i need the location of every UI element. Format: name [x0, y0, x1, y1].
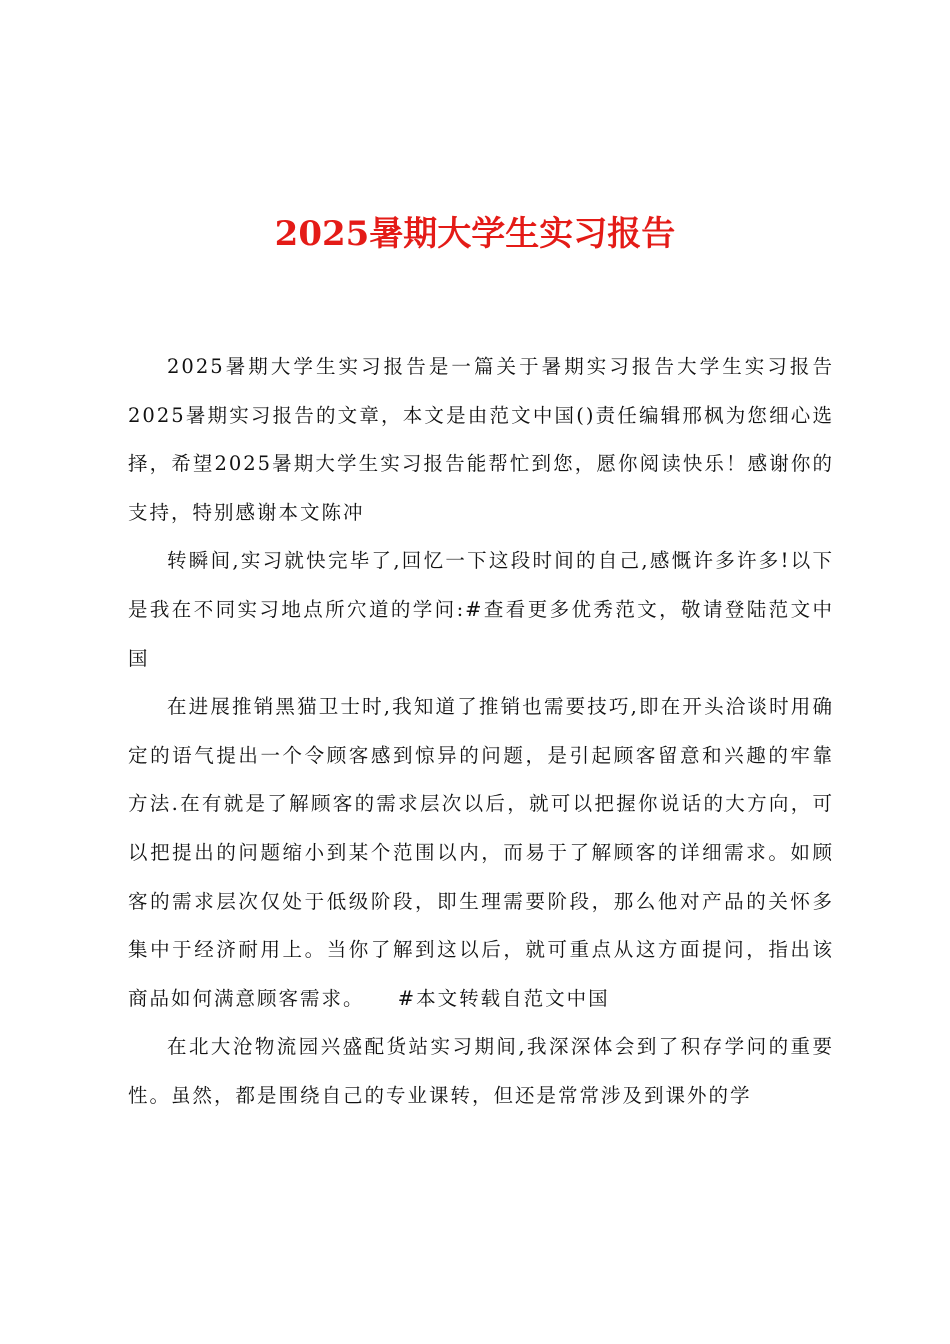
- paragraph-sales-experience: 在进展推销黑猫卫士时,我知道了推销也需要技巧,即在开头洽谈时用确定的语气提出一个令顾客感到惊异的问题，是引起顾客留意和兴趣的牢靠方法.在有就是了解顾客的需求层次以后，就可以把握你说话的大方向，可以把提出的问题缩小到某个范围以内，而易于了解顾客的详细需求。如顾客的需求层次仅处于低级阶段，即生理需要阶段，那么他对产品的关怀多集中于经济耐用上。当你了解到这以后，就可重点从这方面提问，指出该商品如何满意顾客需求。 #本文转载自范文中国: [128, 695, 834, 1010]
- paragraph-reflection: 转瞬间,实习就快完毕了,回忆一下这段时间的自己,感慨许多许多!以下是我在不同实习地点所穴道的学问:#查看更多优秀范文，敬请登陆范文中国: [128, 549, 834, 670]
- document-body: [128, 343, 834, 1121]
- document-title: 2025暑期大学生实习报告: [274, 214, 676, 254]
- paragraph-intro: 2025暑期大学生实习报告是一篇关于暑期实习报告大学生实习报告2025暑期实习报告的文章，本文是由范文中国()责任编辑邢枫为您细心选择，希望2025暑期大学生实习报告能帮忙到您，愿你阅读快乐！感谢你的支持，特别感谢本文陈冲: [128, 355, 834, 524]
- paragraph-logistics-experience: 在北大沧物流园兴盛配货站实习期间,我深深体会到了积存学问的重要性。虽然，都是围绕自己的专业课转，但还是常常涉及到课外的学: [128, 1035, 834, 1107]
